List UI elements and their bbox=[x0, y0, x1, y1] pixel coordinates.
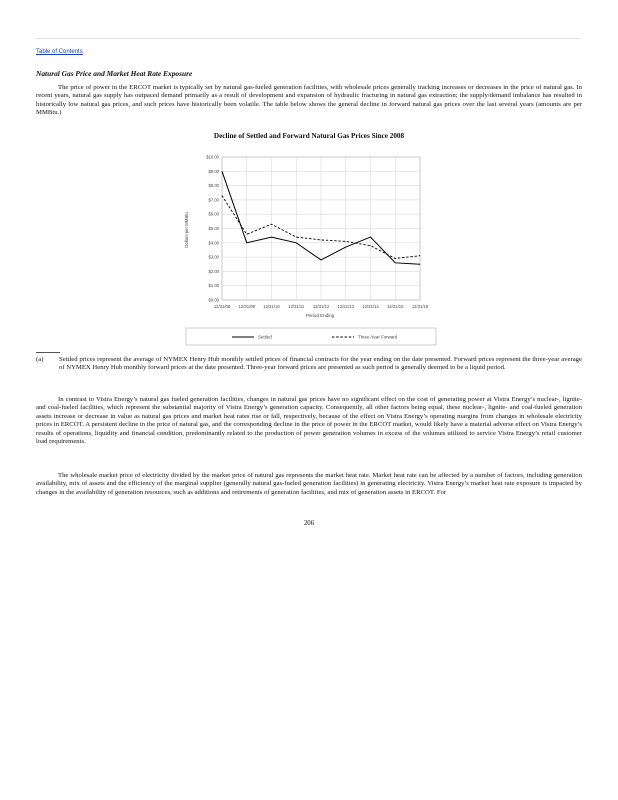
data-point bbox=[321, 260, 322, 261]
data-point bbox=[420, 264, 421, 265]
y-tick-label: $2.00 bbox=[208, 268, 219, 274]
contrast-paragraph bbox=[36, 396, 582, 446]
footnote-text: Settled prices represent the average of NYMEX Henry Hub monthly settled prices of financial contracts for the year ending on the date presented. Forward prices represent the three-year average of NYMEX Henry Hub monthly forward prices at the date presented. Three-year forward prices are presented as such period is generally deemed to be a liquid period. bbox=[59, 356, 582, 372]
chart-title: Decline of Settled and Forward Natural Gas Prices Since 2008 bbox=[213, 132, 405, 140]
x-axis-label: Period Ending bbox=[305, 313, 335, 318]
x-tick-label: 12/31/09 bbox=[238, 304, 255, 309]
x-tick-label: 12/31/10 bbox=[263, 304, 280, 309]
chart-grid bbox=[222, 157, 420, 300]
legend-entry: Settled bbox=[258, 334, 272, 340]
footnote-rule bbox=[36, 352, 60, 353]
y-tick-label: $7.00 bbox=[208, 197, 219, 203]
x-tick-label: 12/31/08 bbox=[213, 304, 231, 309]
data-point bbox=[345, 241, 346, 242]
gas-price-chart bbox=[182, 150, 440, 350]
data-point bbox=[420, 255, 421, 256]
top-rule bbox=[35, 38, 581, 39]
data-point bbox=[271, 237, 272, 238]
intro-paragraph bbox=[36, 84, 582, 118]
y-tick-label: $0.00 bbox=[208, 297, 219, 303]
table-of-contents-link[interactable]: Table of Contents bbox=[36, 49, 83, 55]
y-tick-label: $10.00 bbox=[206, 154, 219, 160]
legend-entry: Three-Year Forward bbox=[358, 334, 398, 340]
x-tick-label: 12/31/16 bbox=[411, 304, 429, 309]
y-tick-label: $4.00 bbox=[208, 240, 219, 246]
data-point bbox=[222, 195, 223, 196]
page-number: 206 bbox=[303, 520, 315, 527]
data-point bbox=[395, 258, 396, 259]
x-tick-label: 12/31/13 bbox=[337, 304, 354, 309]
contrast-paragraph-text: In contrast to Vistra Energy’s natural gas fueled generation facilities, changes in natural gas prices have no significant effect on the cost of generating power at Vistra Energy’s nuclear-, lignite- and coal-fueled facilities, which represent the substantial majority of Vistra Energy’s generation capacity. Consequently, all other factors being equal, these nuclear-, lignite- and coal-fueled generation assets increase or decrease in value as natural gas prices and market heat rates rise or fall, respectively, because of the effect on Vistra Energy’s operating margins from changes in wholesale electricity prices in ERCOT. A persistent decline in the price of natural gas, and the corresponding decline in the price of power in the ERCOT market, would likely have a material adverse effect on Vistra Energy’s results of operations, liquidity and financial condition, predominantly related to the production of power generation volumes in excess of the volumes utilized to service Vistra Energy’s retail customer load requirements. bbox=[36, 396, 582, 446]
data-point bbox=[370, 245, 371, 246]
heat-rate-paragraph-text: The wholesale market price of electricity divided by the market price of natural gas represents the market heat rate. Market heat rate can be affected by a number of factors, including generation availability, mix of assets and the efficiency of the marginal supplier (generally natural gas-fueled generation facilities) in generating electricity. Vistra Energy’s market heat rate exposure is impacted by changes in the availability of generation resources, such as additions and retirements of generation facilities, and mix of generation assets in ERCOT. For bbox=[36, 472, 582, 496]
data-point bbox=[246, 234, 247, 235]
data-point bbox=[370, 237, 371, 238]
footnote-label: (a) bbox=[36, 356, 44, 363]
data-point bbox=[395, 262, 396, 263]
y-tick-label: $5.00 bbox=[208, 226, 219, 231]
data-point bbox=[246, 242, 247, 243]
y-tick-label: $6.00 bbox=[208, 211, 219, 217]
legend-box bbox=[186, 328, 436, 345]
x-tick-label: 12/31/15 bbox=[387, 304, 404, 309]
y-axis-label: Dollars per MMBtu bbox=[184, 212, 189, 248]
y-axis bbox=[206, 155, 219, 303]
x-tick-label: 12/31/12 bbox=[312, 304, 330, 309]
data-point bbox=[222, 171, 223, 172]
data-point bbox=[271, 224, 272, 225]
y-tick-label: $9.00 bbox=[208, 168, 219, 174]
heat-rate-paragraph bbox=[36, 472, 582, 497]
data-point bbox=[296, 242, 297, 243]
x-tick-label: 12/31/11 bbox=[288, 304, 305, 309]
x-tick-label: 12/31/14 bbox=[362, 304, 379, 309]
intro-paragraph-text: The price of power in the ERCOT market is typically set by natural gas-fueled generation facilities, with wholesale prices generally tracking increases or decreases in the price of natural gas. In recent years, natural gas supply has outpaced demand primarily as a result of development and expansion of hydraulic fracturing in natural gas extraction; the supply/demand imbalance has resulted in historically low natural gas prices, and such prices have historically been volatile. The table below shows the general decline in forward natural gas prices over the last several years (amounts are per MMBtu.) bbox=[36, 84, 582, 117]
x-axis bbox=[214, 304, 429, 309]
y-tick-label: $3.00 bbox=[208, 254, 219, 260]
chart-legend bbox=[186, 328, 436, 345]
data-point bbox=[345, 247, 346, 248]
data-point bbox=[296, 237, 297, 238]
data-point bbox=[321, 240, 322, 241]
y-tick-label: $8.00 bbox=[208, 183, 219, 189]
y-tick-label: $1.00 bbox=[208, 283, 219, 289]
section-title: Natural Gas Price and Market Heat Rate Exposure bbox=[36, 69, 193, 78]
